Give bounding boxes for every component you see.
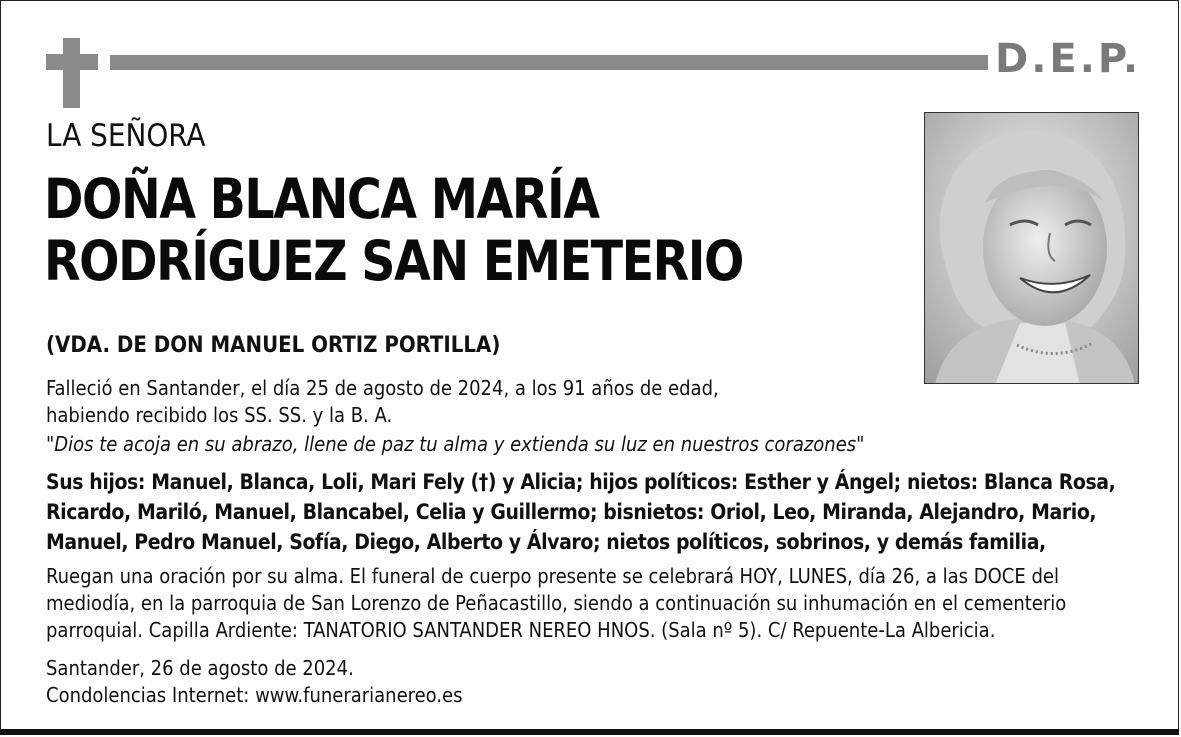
closing-info [46,655,462,709]
name-line-2: RODRÍGUEZ SAN EMETERIO [44,229,743,293]
header-rule [110,55,988,70]
quote-text: "Dios te acoja en su abrazo, llene de paz tu alma y extienda su luz en nuestros corazones" [46,432,865,456]
funeral-line-2: mediodía, en la parroquia de San Lorenzo de Peñacastillo, siendo a continuación su inhumación en el cementerio [46,591,1067,615]
date-place: Santander, 26 de agosto de 2024. [46,656,354,680]
portrait-image [925,113,1139,384]
cross-icon [46,38,98,108]
widow-of: (VDA. DE DON MANUEL ORTIZ PORTILLA) [46,333,501,358]
family-line-2: Ricardo, Mariló, Manuel, Blancabel, Celia y Guillermo; bisnietos: Oriol, Leo, Miranda, Alejandro, Mario, [46,500,1097,524]
death-line-2: habiendo recibido los SS. SS. y la B. A. [46,403,393,427]
name-line-1: DOÑA BLANCA MARÍA [44,167,599,231]
title-label: LA SEÑORA [46,118,206,154]
portrait-photo [924,112,1139,384]
family-list [46,467,1136,557]
death-line-1: Falleció en Santander, el día 25 de agosto de 2024, a los 91 años de edad, [46,376,719,400]
condolences-link: Condolencias Internet: www.funerarianereo.es [46,683,463,707]
funeral-line-3: parroquial. Capilla Ardiente: TANATORIO SANTANDER NEREO HNOS. (Sala nº 5). C/ Repuente-La Albericia. [46,618,996,642]
death-notice [46,375,719,429]
family-line-1: Sus hijos: Manuel, Blanca, Loli, Mari Fely (†) y Alicia; hijos políticos: Esther y Ángel; nietos: Blanca Rosa, [46,470,1116,494]
funeral-info [46,563,1146,644]
family-line-3: Manuel, Pedro Manuel, Sofía, Diego, Alberto y Álvaro; nietos políticos, sobrinos, y demás familia, [46,530,1046,554]
dep-label: D.E.P. [995,36,1142,82]
deceased-name [44,168,743,292]
funeral-line-1: Ruegan una oración por su alma. El funeral de cuerpo presente se celebrará HOY, LUNES, día 26, a las DOCE del [46,564,1059,588]
